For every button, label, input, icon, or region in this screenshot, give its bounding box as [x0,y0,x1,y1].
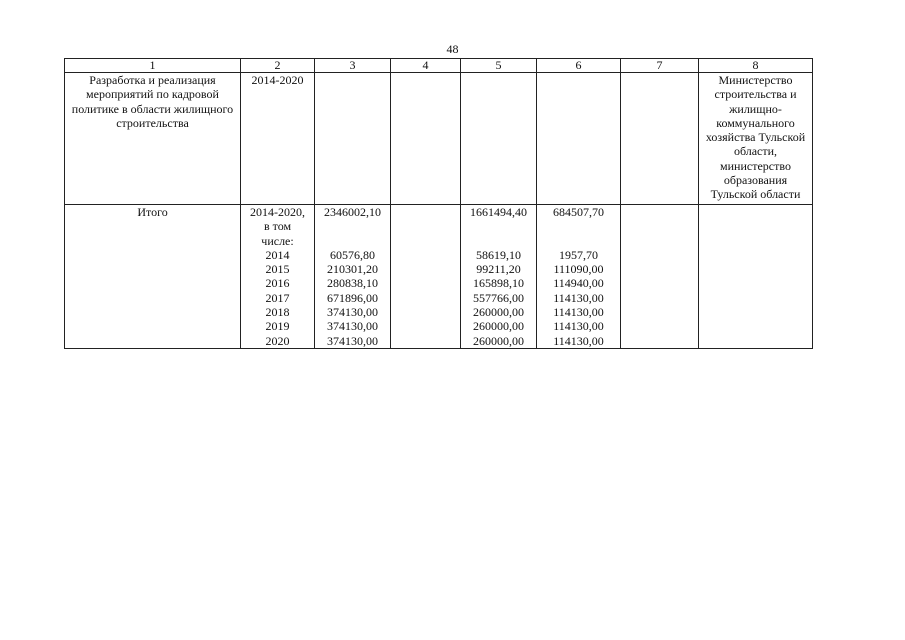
year: 2014 [265,247,290,262]
column-header: 7 [621,59,699,73]
col6-value: 1957,70 [559,247,598,262]
col5-value: 99211,20 [476,262,521,277]
column-header: 4 [391,59,461,73]
col6-value: 114130,00 [553,305,604,320]
column-header: 2 [241,59,315,73]
col6-value: 114130,00 [553,319,604,334]
col6-value: 114130,00 [553,333,604,348]
col3-value: 374130,00 [327,305,378,320]
empty-cell [461,73,537,205]
total-label: Итого [65,205,241,349]
col5-values [461,205,537,349]
year: 2020 [265,333,290,348]
col3-total: 2346002,10 [324,205,381,219]
col5-value: 165898,10 [473,276,524,291]
empty-cell [315,73,391,205]
empty-cell [699,205,813,349]
period-line: числе: [261,233,294,248]
col5-value: 260000,00 [473,319,524,334]
empty-cell [621,205,699,349]
col3-value: 671896,00 [327,290,378,305]
empty-cell [621,73,699,205]
total-row [65,205,813,349]
empty-cell [537,73,621,205]
executor-cell: Министерство строительства и жилищно-коммунального хозяйства Тульской области, министерство образования Тульской области [699,73,813,205]
period-line: в том [263,219,292,234]
column-number-row [65,59,813,73]
table-row [65,73,813,205]
total-period-cell [241,205,315,349]
period-line: 2014-2020, [250,205,305,219]
col5-value: 260000,00 [473,305,524,320]
col3-value: 374130,00 [327,333,378,348]
year: 2016 [265,276,290,291]
column-header: 8 [699,59,813,73]
col3-value: 374130,00 [327,319,378,334]
year: 2018 [265,305,290,320]
col3-value: 280838,10 [327,276,378,291]
col6-total: 684507,70 [553,205,604,219]
column-header: 6 [537,59,621,73]
empty-cell [391,205,461,349]
year: 2015 [265,262,290,277]
col3-value: 210301,20 [327,262,378,277]
empty-cell [391,73,461,205]
year: 2017 [265,290,290,305]
col6-values [537,205,621,349]
col3-value: 60576,80 [330,247,375,262]
column-header: 1 [65,59,241,73]
program-table [64,58,813,349]
year: 2019 [265,319,290,334]
column-header: 3 [315,59,391,73]
column-header: 5 [461,59,537,73]
col6-value: 114940,00 [553,276,604,291]
col6-value: 114130,00 [553,290,604,305]
col5-value: 260000,00 [473,333,524,348]
period-cell: 2014-2020 [241,73,315,205]
col5-value: 58619,10 [476,247,521,262]
activity-cell: Разработка и реализация мероприятий по кадровой политике в области жилищного строительства [65,73,241,205]
col3-values [315,205,391,349]
col5-total: 1661494,40 [470,205,527,219]
page-number: 48 [446,42,459,56]
col5-value: 557766,00 [473,290,524,305]
col6-value: 111090,00 [553,262,604,277]
